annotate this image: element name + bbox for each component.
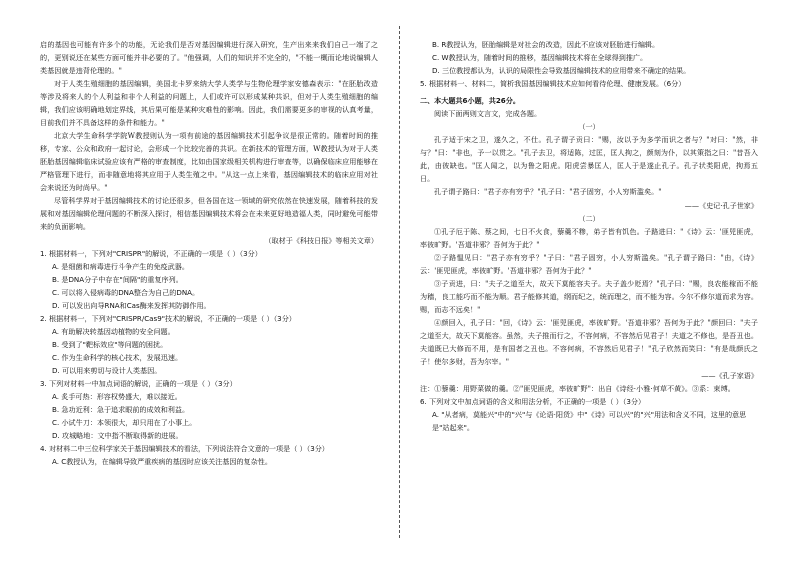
option: A. 炙手可热：形容权势盛大，难以接近。 [52, 392, 182, 401]
instruction: 阅读下面两则文言文，完成各题。 [434, 109, 542, 118]
reading-paragraph: 北京大学生命科学学院W教授则认为一项有前途的基因编辑技术引起争议是很正常的。随着时间的推移，专家、公众和政府一起讨论，会形成一个比较完善的共识。在新技术的管理方面，W教授认为对于人类胚胎基因编辑临床试验应该有严格的审查制度，比如由国家级相关机构进行审查等，以确保临床应用能够在严格管理下进行，而非随意地将其应用于人类生殖之中。"从这一点上来看，基因编辑技术的临床应用对社会来说还为时尚早。" [40, 131, 378, 192]
column-divider [399, 26, 400, 538]
question-3: 3. 下列对材料一中加点词语的解说，正确的一项是（ ）（3分） [40, 379, 237, 388]
option: D. 可以用来剪切与设计人类基因。 [52, 366, 162, 375]
option: C. 小试牛刀：本领很大，却只用在了小事上。 [52, 418, 197, 427]
question-1: 1. 根据材料一，下列对"CRISPR"的解说，不正确的一项是（ ）（3分） [40, 249, 262, 258]
option: C. 作为生命科学的核心技术，发展迅速。 [52, 353, 183, 362]
question-6: 6. 下列对文中加点词语的含义和用法分析，不正确的一项是（ ）（3分） [420, 397, 646, 406]
right-column [420, 38, 758, 434]
question-2: 2. 根据材料一，下列对"CRISPR/Cas9"技术的解说，不正确的一项是（ ）（3分） [40, 314, 296, 323]
option: D. 攻城略地：文中指不断取得新的进展。 [52, 431, 183, 440]
option: A. 有助解决转基因动植物的安全问题。 [52, 327, 175, 336]
question-4: 4. 对材料二中三位科学家关于基因编辑技术的看法，下列说法符合文意的一项是（ ）（3分） [40, 444, 329, 453]
question-5: 5. 根据材料一、材料二，简析我国基因编辑技术应如何看待伦理、健康发展。（6分） [420, 79, 686, 88]
option: C. 可以将入侵病毒的DNA整合为自己的DNA。 [52, 288, 200, 297]
reading-paragraph: 对于人类生殖细胞的基因编辑，美国北卡罗来纳大学人类学与生物伦理学家安德森表示："在胚胎改造等涉及将来人的个人利益和非个人利益的问题上，人们或许可以形成某种共识，但对于人类生殖细胞的编辑，我们应该明确地划定界线，其后果可能是某种灾难性的影响。因此，我们需要更多的审视的认真考量，目前我们并不具备这样的条件和能力。" [40, 79, 378, 127]
source-citation: ——《孔子家语》 [701, 371, 758, 380]
classical-paragraph: ③子贡进，曰："夫子之道至大，故天下莫能容夫子。夫子盖少贬焉？"孔子曰："赐，良农能稼而不能为穑，良工能巧而不能为顺。君子能修其道，纲而纪之，统而理之，而不能为容。今尔不修尔道而求为容。赐，而志不远矣！" [420, 279, 758, 314]
source-citation: （取材于《科技日报》等相关文章） [264, 236, 378, 245]
option: A. "从者病，莫能兴"中的"兴"与《论语·阳货》中"《诗》可以兴"的"兴"用法和含义不同，这里的意思是"站起来"。 [432, 410, 747, 432]
option: B. R教授认为，胚胎编辑是对社会的改造，因此不应该对胚胎进行编辑。 [432, 40, 660, 49]
classical-paragraph: 孔子适于宋之卫，遂久之，不仕。孔子谓子贡曰："赐，汝以予为多学而识之者与？"对曰："然，非与？"曰："非也，予一以贯之。"孔子去卫，将适陈，过匡，匡人拘之，颜刻为仆，以其策指之曰："昔吾入此，由彼缺也。"匡人闻之，以为鲁之阳虎。阳虎尝暴匡人，匡人于是遂止孔子。孔子状类阳虎，拘焉五日。 [420, 135, 758, 183]
classical-paragraph: 孔子谓子路曰："君子亦有穷乎？"孔子曰："君子固穷，小人穷斯滥矣。" [434, 187, 662, 196]
classical-paragraph: ②子路愠见曰："君子亦有穷乎？"子曰："君子固穷，小人穷斯滥矣。"孔子谓子路曰："由，《诗》云：'匪兕匪虎，率彼旷野。'吾道非邪？吾何为于此？" [420, 253, 758, 275]
option: B. 急功近利：急于追求眼前的成效和利益。 [52, 405, 190, 414]
classical-paragraph: ①孔子厄于陈、蔡之间，七日不火食，藜羹不糁，弟子皆有饥色。子路进曰："《诗》云：'匪兕匪虎，率彼旷野。'吾道非邪？吾何为于此？" [420, 227, 758, 249]
text-2-heading: （二） [578, 214, 600, 223]
option: B. 是DNA分子中存在"间隔"的重复序列。 [52, 275, 183, 284]
section-heading: 二、本大题共6小题，共26分。 [420, 96, 520, 105]
option: B. 受到了"靶标效应"等问题的困扰。 [52, 340, 168, 349]
option: D. 可以发出向导RNA和Cas酶来发挥其防御作用。 [52, 301, 211, 310]
option: A. 是细菌和病毒进行斗争产生的免疫武器。 [52, 262, 189, 271]
reading-paragraph: 启的基因也可能有许多个的功能，无论我们是否对基因编辑进行深入研究，生产出来来我们自己一端了之的，更别说还在某些方面可能并非必要的了。"他强调，人们的知识并不完全的，"不能一概而论地说编辑人类基因就是违背伦理的。" [40, 40, 378, 75]
source-citation: ——《史记·孔子世家》 [684, 201, 758, 210]
reading-paragraph: 尽管科学界对于基因编辑技术的讨论还很多，但各国在这一领域的研究依然在快速发展，随着科技的发展和对基因编辑伦理问题的不断深入探讨，相信基因编辑技术将会在未来更好地造福人类，同时避免可能带来的负面影响。 [40, 196, 378, 231]
text-1-heading: （一） [578, 122, 600, 131]
option: C. W教授认为，随着时间的推移，基因编辑技术将在全球得到推广。 [432, 53, 648, 62]
classical-paragraph: ④颜回入，孔子曰："回，《诗》云：'匪兕匪虎，率彼旷野。'吾道非邪？吾何为于此？"颜回曰："夫子之道至大，故天下莫能容。虽然，夫子推而行之，不容何病，不容然后见君子！夫道之不修也，是吾丑也。夫道既已大修而不用，是有国者之丑也。不容何病，不容然后见君子！"孔子欣然而笑曰："有是哉颜氏之子！使尔多财，吾为尔宰。" [420, 318, 758, 366]
annotation-note: 注：①藜羹：用野菜做的羹。②"匪兕匪虎，率彼旷野"：出自《诗经·小雅·何草不黄》。③系：束缚。 [420, 384, 735, 393]
left-column [40, 38, 378, 468]
option: D. 三位教授都认为，认识的局限性会导致基因编辑技术的应用带来不确定的结果。 [432, 66, 691, 75]
option: A. C教授认为，在编辑导致严重疾病的基因时应该关注基因的复杂性。 [52, 457, 272, 466]
